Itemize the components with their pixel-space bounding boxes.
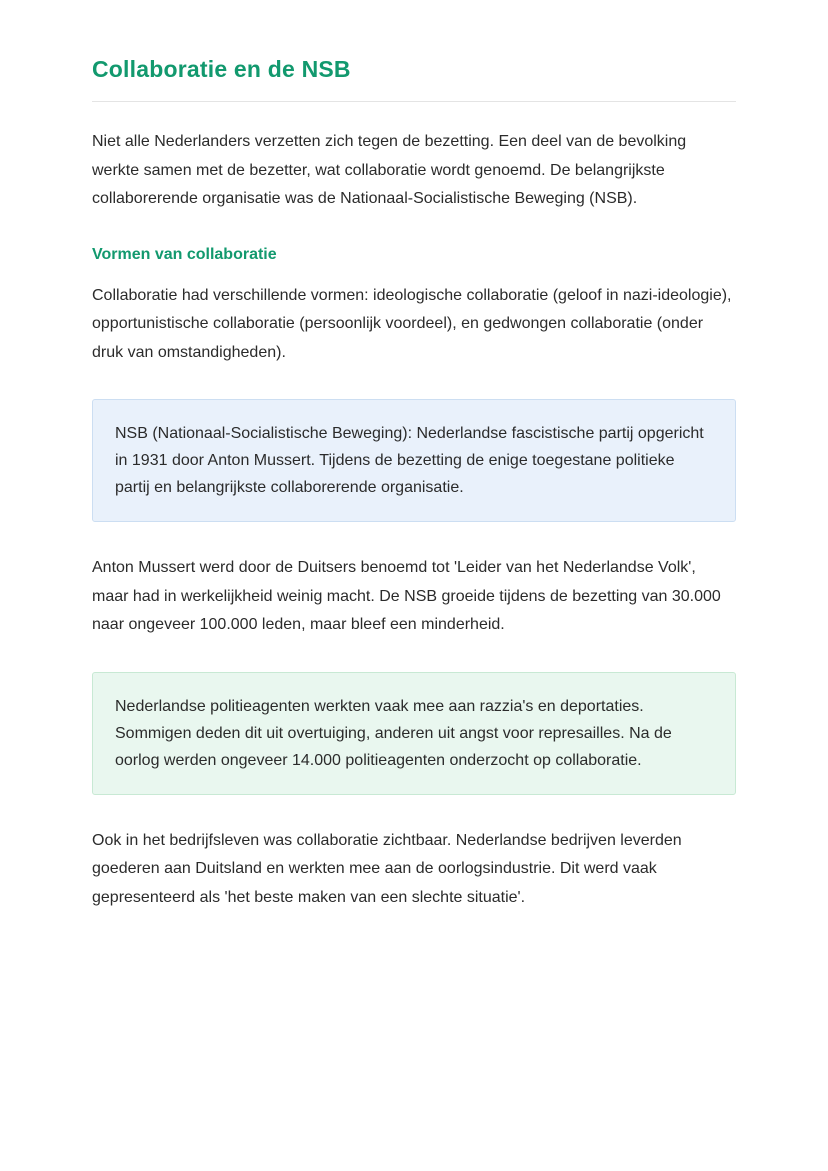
business-paragraph: Ook in het bedrijfsleven was collaboratie zichtbaar. Nederlandse bedrijven leverden goederen aan Duitsland en werkten mee aan de oorlogsindustrie. Dit werd vaak gepresenteerd als 'het beste maken van een slechte situatie'.	[92, 831, 682, 906]
mussert-paragraph: Anton Mussert werd door de Duitsers benoemd tot 'Leider van het Nederlandse Volk', maar had in werkelijkheid weinig macht. De NSB groeide tijdens de bezetting van 30.000 naar ongeveer 100.000 leden, maar bleef een minderheid.	[92, 559, 721, 633]
forms-paragraph: Collaboratie had verschillende vormen: ideologische collaboratie (geloof in nazi-ideologie), opportunistische collaboratie (persoonlijk voordeel), en gedwongen collaboratie (onder druk van omstandigheden).	[92, 286, 732, 361]
section-heading-vormen: Vormen van collaboratie	[92, 245, 277, 263]
police-info-box: Nederlandse politieagenten werkten vaak mee aan razzia's en deportaties. Sommigen deden dit uit overtuiging, anderen uit angst voor represailles. Na de oorlog werden ongeveer 14.000 politieagenten onderzocht op collaboratie.	[92, 672, 736, 795]
title-divider	[92, 101, 736, 102]
page-title: Collaboratie en de NSB	[92, 56, 351, 82]
intro-paragraph: Niet alle Nederlanders verzetten zich tegen de bezetting. Een deel van de bevolking werkte samen met de bezetter, wat collaboratie wordt genoemd. De belangrijkste collaborerende organisatie was de Nationaal-Socialistische Beweging (NSB).	[92, 133, 687, 207]
nsb-info-box: NSB (Nationaal-Socialistische Beweging): Nederlandse fascistische partij opgericht in 1931 door Anton Mussert. Tijdens de bezetting de enige toegestane politieke partij en belangrijkste collaborerende organisatie.	[92, 399, 736, 522]
